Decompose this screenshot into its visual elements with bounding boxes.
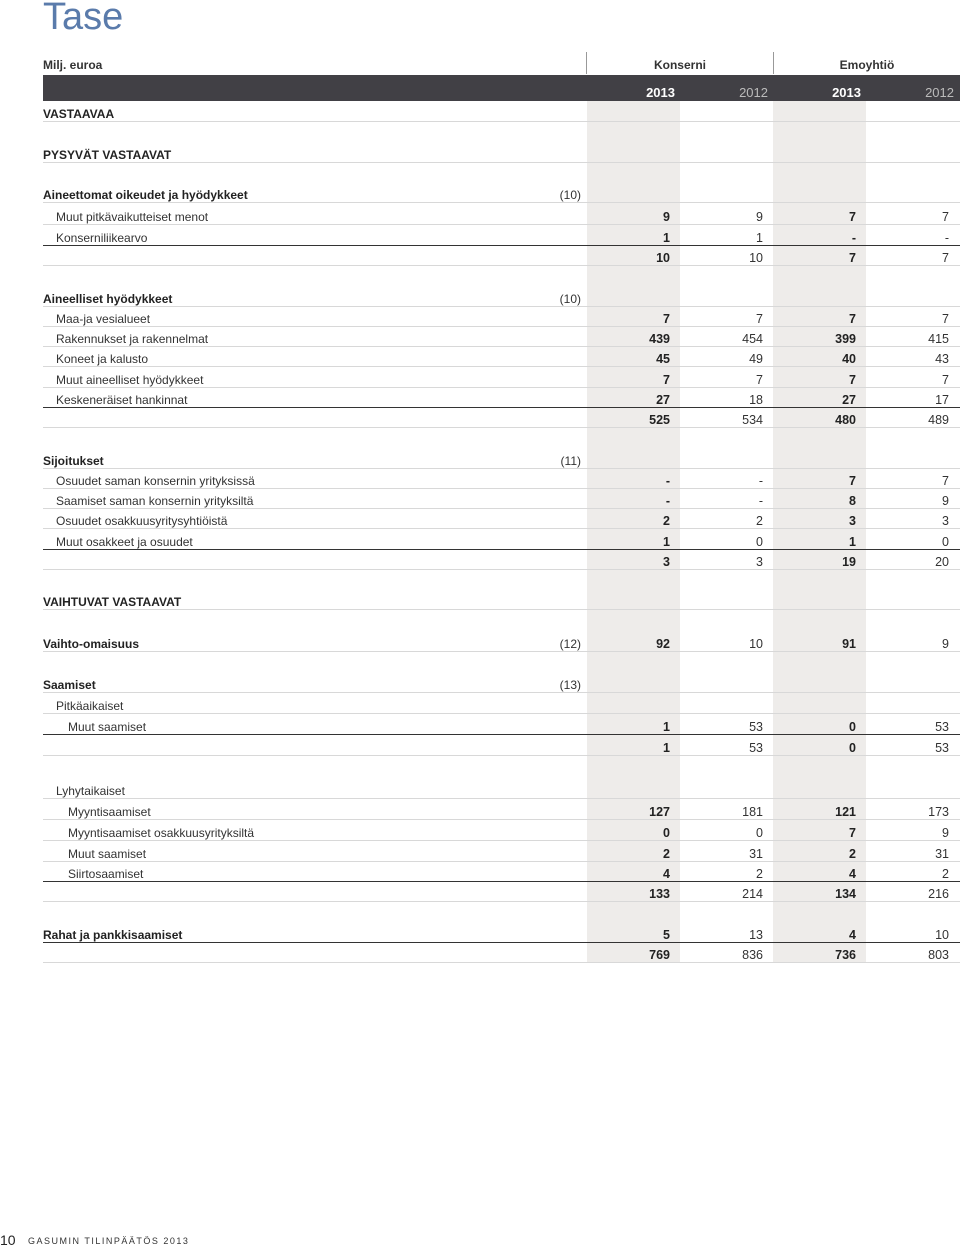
page-footer xyxy=(0,1232,190,1248)
row-label: Saamiset xyxy=(43,678,96,692)
table-row xyxy=(43,535,960,553)
value-cell: 3 xyxy=(663,555,670,569)
value-cell: 9 xyxy=(942,826,949,840)
row-label: Lyhytaikaiset xyxy=(56,784,125,798)
value-cell: 1 xyxy=(756,231,763,245)
row-divider xyxy=(43,468,960,469)
row-label: Keskeneräiset hankinnat xyxy=(56,393,188,407)
table-row xyxy=(43,312,960,330)
row-divider xyxy=(43,427,960,428)
row-divider xyxy=(43,755,960,756)
value-cell: 7 xyxy=(942,210,949,224)
row-label: Pitkäaikaiset xyxy=(56,699,124,713)
value-cell: 53 xyxy=(749,720,763,734)
value-cell: 10 xyxy=(749,251,763,265)
table-row xyxy=(43,393,960,411)
table-row xyxy=(43,847,960,865)
value-cell: 7 xyxy=(756,312,763,326)
value-cell: 53 xyxy=(935,741,949,755)
value-cell: 2 xyxy=(756,514,763,528)
table-row xyxy=(43,454,960,472)
value-cell: 173 xyxy=(928,805,949,819)
value-cell: 2 xyxy=(756,867,763,881)
value-cell: 7 xyxy=(942,474,949,488)
value-cell: 7 xyxy=(849,474,856,488)
value-cell: 133 xyxy=(649,887,670,901)
year-emoyhtio-current: 2013 xyxy=(832,85,861,100)
note-ref: (10) xyxy=(559,292,581,306)
value-cell: - xyxy=(665,494,670,508)
table-row xyxy=(43,741,960,759)
row-divider xyxy=(43,366,960,367)
value-cell: 40 xyxy=(842,352,856,366)
table-row xyxy=(43,928,960,946)
row-divider xyxy=(43,798,960,799)
row-label: Muut saamiset xyxy=(68,847,147,861)
value-cell: 49 xyxy=(749,352,763,366)
value-cell: 9 xyxy=(756,210,763,224)
value-cell: - xyxy=(851,231,856,245)
value-cell: 439 xyxy=(649,332,670,346)
value-cell: 3 xyxy=(849,514,856,528)
table-row xyxy=(43,514,960,532)
value-cell: 803 xyxy=(928,948,949,962)
value-cell: 53 xyxy=(749,741,763,755)
row-label: PYSYVÄT VASTAAVAT xyxy=(43,148,172,162)
value-cell: 53 xyxy=(935,720,949,734)
value-cell: 31 xyxy=(935,847,949,861)
value-cell: 2 xyxy=(663,514,670,528)
row-label: Maa-ja vesialueet xyxy=(56,312,151,326)
value-cell: 0 xyxy=(663,826,670,840)
group-konserni: Konserni xyxy=(653,58,706,72)
value-cell: 0 xyxy=(849,741,856,755)
row-divider xyxy=(43,245,960,246)
value-cell: 2 xyxy=(663,847,670,861)
table-row xyxy=(43,826,960,844)
page-number: 10 xyxy=(0,1232,16,1248)
value-cell: 31 xyxy=(749,847,763,861)
footer-brand: GASUMIN TILINPÄÄTÖS 2013 xyxy=(28,1236,190,1246)
row-divider xyxy=(43,819,960,820)
value-cell: 4 xyxy=(849,928,856,942)
value-cell: 134 xyxy=(835,887,856,901)
row-divider xyxy=(43,692,960,693)
value-cell: 0 xyxy=(756,535,763,549)
note-ref: (11) xyxy=(560,454,581,468)
row-label: Myyntisaamiset xyxy=(68,805,151,819)
value-cell: 27 xyxy=(656,393,670,407)
value-cell: 1 xyxy=(849,535,856,549)
table-row xyxy=(43,251,960,269)
value-cell: 9 xyxy=(942,494,949,508)
row-divider xyxy=(43,734,960,735)
table-row xyxy=(43,373,960,391)
value-cell: - xyxy=(758,474,763,488)
value-cell: 454 xyxy=(742,332,763,346)
row-divider xyxy=(43,508,960,509)
value-cell: 10 xyxy=(935,928,949,942)
value-cell: 1 xyxy=(663,720,670,734)
table-row xyxy=(43,805,960,823)
value-cell: - xyxy=(665,474,670,488)
table-row xyxy=(43,720,960,738)
value-cell: 9 xyxy=(942,637,949,651)
value-cell: 534 xyxy=(742,413,763,427)
row-divider xyxy=(43,528,960,529)
table-row xyxy=(43,332,960,350)
note-ref: (13) xyxy=(559,678,581,692)
table-row xyxy=(43,210,960,228)
value-cell: 7 xyxy=(942,373,949,387)
table-row xyxy=(43,678,960,696)
value-cell: 43 xyxy=(935,352,949,366)
value-cell: 13 xyxy=(749,928,763,942)
row-divider xyxy=(43,387,960,388)
group-emoyhtio: Emoyhtiö xyxy=(839,58,895,72)
value-cell: 7 xyxy=(849,826,856,840)
note-ref: (12) xyxy=(559,637,581,651)
row-label: Muut aineelliset hyödykkeet xyxy=(56,373,204,387)
value-cell: 3 xyxy=(942,514,949,528)
value-cell: 214 xyxy=(742,887,763,901)
page-title: Tase xyxy=(43,0,124,38)
table-row xyxy=(43,352,960,370)
value-cell: 1 xyxy=(663,741,670,755)
value-cell: 7 xyxy=(849,312,856,326)
row-label: Rahat ja pankkisaamiset xyxy=(43,928,183,942)
value-cell: 525 xyxy=(649,413,670,427)
value-cell: - xyxy=(758,494,763,508)
note-ref: (10) xyxy=(559,188,581,202)
value-cell: 2 xyxy=(849,847,856,861)
row-divider xyxy=(43,265,960,266)
row-label: Aineelliset hyödykkeet xyxy=(43,292,173,306)
row-divider xyxy=(43,881,960,882)
row-divider xyxy=(43,488,960,489)
value-cell: 7 xyxy=(849,373,856,387)
table-row xyxy=(43,595,960,613)
value-cell: 0 xyxy=(942,535,949,549)
row-label: Osuudet osakkuusyritysyhtiöistä xyxy=(56,514,228,528)
table-row xyxy=(43,292,960,310)
row-divider xyxy=(43,651,960,652)
table-row xyxy=(43,494,960,512)
row-divider xyxy=(43,224,960,225)
row-divider xyxy=(43,962,960,963)
value-cell: 1 xyxy=(663,535,670,549)
row-divider xyxy=(43,306,960,307)
row-divider xyxy=(43,840,960,841)
table-row xyxy=(43,474,960,492)
row-label: VASTAAVAA xyxy=(43,107,115,121)
value-cell: 27 xyxy=(842,393,856,407)
value-cell: 7 xyxy=(942,251,949,265)
value-cell: 399 xyxy=(835,332,856,346)
value-cell: 4 xyxy=(663,867,670,881)
value-cell: 7 xyxy=(849,251,856,265)
value-cell: 4 xyxy=(849,867,856,881)
row-divider xyxy=(43,942,960,943)
row-label: Vaihto-omaisuus xyxy=(43,637,140,651)
value-cell: 92 xyxy=(656,637,670,651)
row-label: Myyntisaamiset osakkuusyrityksiltä xyxy=(68,826,255,840)
year-emoyhtio-previous: 2012 xyxy=(925,85,954,100)
table-row xyxy=(43,188,960,206)
value-cell: 3 xyxy=(756,555,763,569)
row-divider xyxy=(43,549,960,550)
value-cell: 181 xyxy=(742,805,763,819)
value-cell: 45 xyxy=(656,352,670,366)
table-row xyxy=(43,555,960,573)
value-cell: 7 xyxy=(942,312,949,326)
row-divider xyxy=(43,901,960,902)
row-divider xyxy=(43,121,960,122)
row-divider xyxy=(43,569,960,570)
value-cell: 121 xyxy=(835,805,856,819)
row-divider xyxy=(43,861,960,862)
row-label: Koneet ja kalusto xyxy=(56,352,149,366)
value-cell: 736 xyxy=(835,948,856,962)
table-row xyxy=(43,867,960,885)
value-cell: - xyxy=(944,231,949,245)
value-cell: 91 xyxy=(842,637,856,651)
row-label: Osuudet saman konsernin yrityksissä xyxy=(56,474,255,488)
row-label: Aineettomat oikeudet ja hyödykkeet xyxy=(43,188,248,202)
table-row xyxy=(43,887,960,905)
table-row xyxy=(43,413,960,431)
row-divider xyxy=(43,407,960,408)
value-cell: 9 xyxy=(663,210,670,224)
unit-label: Milj. euroa xyxy=(43,58,103,72)
row-divider xyxy=(43,609,960,610)
table-header xyxy=(43,56,960,74)
row-divider xyxy=(43,326,960,327)
value-cell: 216 xyxy=(928,887,949,901)
value-cell: 8 xyxy=(849,494,856,508)
value-cell: 0 xyxy=(849,720,856,734)
row-divider xyxy=(43,202,960,203)
table-row xyxy=(43,148,960,166)
value-cell: 18 xyxy=(749,393,763,407)
value-cell: 836 xyxy=(742,948,763,962)
table-row xyxy=(43,231,960,249)
value-cell: 127 xyxy=(649,805,670,819)
table-row xyxy=(43,784,960,802)
year-konserni-current: 2013 xyxy=(646,85,675,100)
value-cell: 7 xyxy=(756,373,763,387)
table-row xyxy=(43,637,960,655)
row-label: Siirtosaamiset xyxy=(68,867,144,881)
value-cell: 5 xyxy=(663,928,670,942)
row-label: Muut pitkävaikutteiset menot xyxy=(56,210,209,224)
year-konserni-previous: 2012 xyxy=(739,85,768,100)
row-label: Rakennukset ja rakennelmat xyxy=(56,332,209,346)
value-cell: 489 xyxy=(928,413,949,427)
value-cell: 10 xyxy=(656,251,670,265)
row-label: Muut osakkeet ja osuudet xyxy=(56,535,193,549)
value-cell: 2 xyxy=(942,867,949,881)
value-cell: 17 xyxy=(935,393,949,407)
value-cell: 0 xyxy=(756,826,763,840)
row-label: Saamiset saman konsernin yrityksiltä xyxy=(56,494,254,508)
value-cell: 10 xyxy=(749,637,763,651)
row-label: Muut saamiset xyxy=(68,720,147,734)
value-cell: 480 xyxy=(835,413,856,427)
value-cell: 769 xyxy=(649,948,670,962)
value-cell: 7 xyxy=(663,312,670,326)
row-label: Sijoitukset xyxy=(43,454,104,468)
value-cell: 20 xyxy=(935,555,949,569)
row-divider xyxy=(43,713,960,714)
value-cell: 415 xyxy=(928,332,949,346)
row-divider xyxy=(43,346,960,347)
value-cell: 7 xyxy=(849,210,856,224)
table-row xyxy=(43,107,960,125)
table-row xyxy=(43,948,960,966)
row-label: Konserniliikearvo xyxy=(56,231,148,245)
row-divider xyxy=(43,162,960,163)
value-cell: 1 xyxy=(663,231,670,245)
row-label: VAIHTUVAT VASTAAVAT xyxy=(43,595,182,609)
value-cell: 19 xyxy=(842,555,856,569)
table-row xyxy=(43,699,960,717)
value-cell: 7 xyxy=(663,373,670,387)
